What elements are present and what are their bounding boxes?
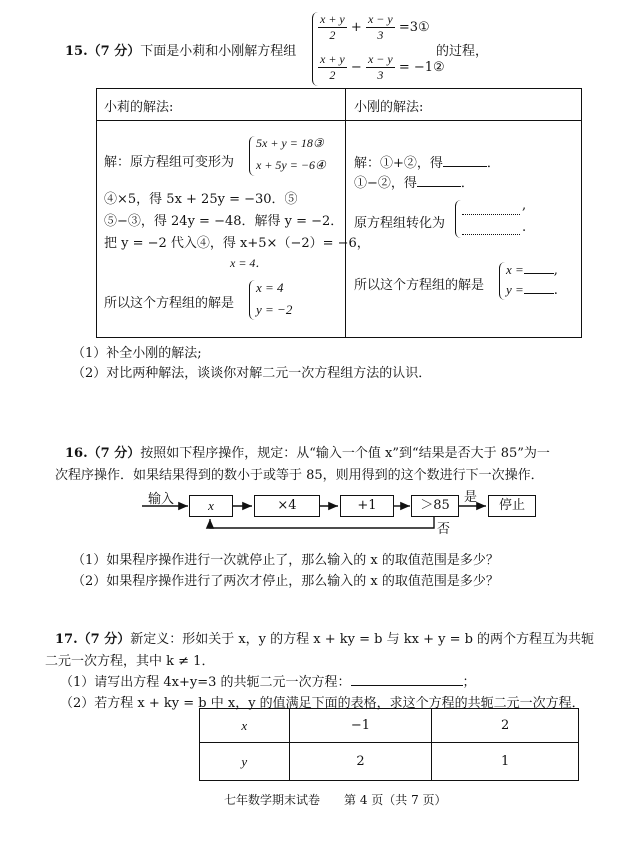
xiaoli-step3: ⑤−③，得 24y = −48．解得 y = −2． bbox=[104, 214, 344, 229]
page-footer: 七年数学期末试卷 第 4 页（共 7 页） bbox=[224, 793, 447, 807]
xiaogang-header: 小刚的解法: bbox=[354, 100, 424, 115]
q16-line1: 按照如下程序操作，规定：从“输入一个值 x”到“结果是否大于 85”为一 bbox=[140, 446, 550, 461]
q15-number: 15. bbox=[65, 44, 88, 59]
flow-yes-label: 是 bbox=[464, 490, 478, 505]
q16-subquestion-1: （1）如果程序操作进行一次就停止了，那么输入的 x 的取值范围是多少？ bbox=[72, 553, 499, 568]
xiaoli-step5: x = 4． bbox=[230, 256, 268, 270]
q17-value-table bbox=[199, 708, 579, 781]
q17-answer-blank[interactable] bbox=[351, 685, 463, 686]
q15-eq2: $\frac{x + y}{2}$ − $\frac{x - y}{3}$ = −1② bbox=[320, 52, 445, 82]
q17-line2: 二元一次方程，其中 k ≠ 1． bbox=[45, 654, 215, 669]
table-cell: 1 bbox=[432, 743, 579, 781]
q16-subquestion-2: （2）如果程序操作进行了两次才停止，那么输入的 x 的取值范围是多少？ bbox=[72, 574, 499, 589]
flow-box-x: x bbox=[189, 495, 233, 517]
xiaogang-period-1: . bbox=[522, 220, 527, 235]
table-cell: 2 bbox=[432, 709, 579, 743]
xiaoli-answer-x: x = 4 bbox=[256, 280, 284, 295]
q16-number: 16. bbox=[65, 446, 88, 461]
q15-outro: 的过程， bbox=[436, 44, 489, 59]
q16-line2: 次程序操作．如果结果得到的数小于或等于 85，则用得到的这个数进行下一次操作． bbox=[55, 468, 544, 483]
flow-box-add: +1 bbox=[340, 495, 394, 517]
q15-subquestion-2: （2）对比两种解法，谈谈你对解二元一次方程组方法的认识． bbox=[72, 366, 432, 381]
xiaoli-sys-eq1: 5x + y = 18③ bbox=[256, 136, 324, 150]
q15-score: （7 分） bbox=[87, 44, 141, 59]
flow-box-stop: 停止 bbox=[488, 495, 536, 517]
xiaoli-step4: 把 y = −2 代入④，得 x+5×（−2）= −6， bbox=[104, 236, 370, 251]
xiaoli-header: 小莉的解法: bbox=[104, 100, 174, 115]
table-cell: y bbox=[200, 743, 290, 781]
xiaogang-answer-y: y = . bbox=[506, 282, 558, 298]
arrow-loop-back bbox=[210, 517, 434, 528]
xiaogang-comma-1: , bbox=[522, 198, 527, 213]
table-cell: −1 bbox=[289, 709, 432, 743]
q17-number: 17. bbox=[55, 632, 78, 647]
xiaoli-step1: 解：原方程组可变形为 bbox=[104, 155, 235, 170]
xiaogang-step1: 解：①+②，得 ． bbox=[354, 156, 500, 171]
table-row bbox=[200, 709, 579, 743]
table-row bbox=[200, 743, 579, 781]
xiaogang-step3: 原方程组转化为 bbox=[354, 216, 446, 231]
table-cell: x bbox=[200, 709, 290, 743]
q17-heading bbox=[55, 628, 594, 647]
flow-input-label: 输入 bbox=[148, 492, 175, 507]
flow-no-label: 否 bbox=[437, 522, 451, 537]
flow-box-multiply: ×4 bbox=[254, 495, 320, 517]
xiaoli-sys-eq2: x + 5y = −6④ bbox=[256, 158, 326, 172]
xiaoli-answer-y: y = −2 bbox=[256, 302, 293, 317]
q17-line1: 新定义：形如关于 x，y 的方程 x + ky = b 与 kx + y = b 的两个方程互为共轭 bbox=[130, 632, 595, 647]
q15-intro: 下面是小莉和小刚解方程组 bbox=[140, 44, 297, 59]
q15-subquestion-1: （1）补全小刚的解法; bbox=[72, 346, 202, 361]
flow-box-compare: ＞85 bbox=[411, 495, 459, 517]
xiaogang-answer-x: x = , bbox=[506, 262, 558, 278]
xiaoli-step2: ④×5，得 5x + 25y = −30．⑤ bbox=[104, 192, 298, 207]
table-cell: 2 bbox=[289, 743, 432, 781]
q16-score: （7 分） bbox=[87, 446, 141, 461]
q17-subquestion-2: （2）若方程 x + ky = b 中 x，y 的值满足下面的表格，求这个方程的共轭二元一次方程． bbox=[60, 696, 585, 711]
q17-score: （7 分） bbox=[77, 632, 131, 647]
q15-eq1: $\frac{x + y}{2}$ + $\frac{x - y}{3}$ =3① bbox=[320, 12, 430, 42]
q17-subquestion-1: （1）请写出方程 4x+y=3 的共轭二元一次方程： ； bbox=[60, 675, 476, 690]
xiaogang-conclusion: 所以这个方程组的解是 bbox=[354, 278, 485, 293]
xiaogang-step2: ①−②，得 ． bbox=[354, 176, 474, 191]
xiaoli-conclusion: 所以这个方程组的解是 bbox=[104, 296, 235, 311]
